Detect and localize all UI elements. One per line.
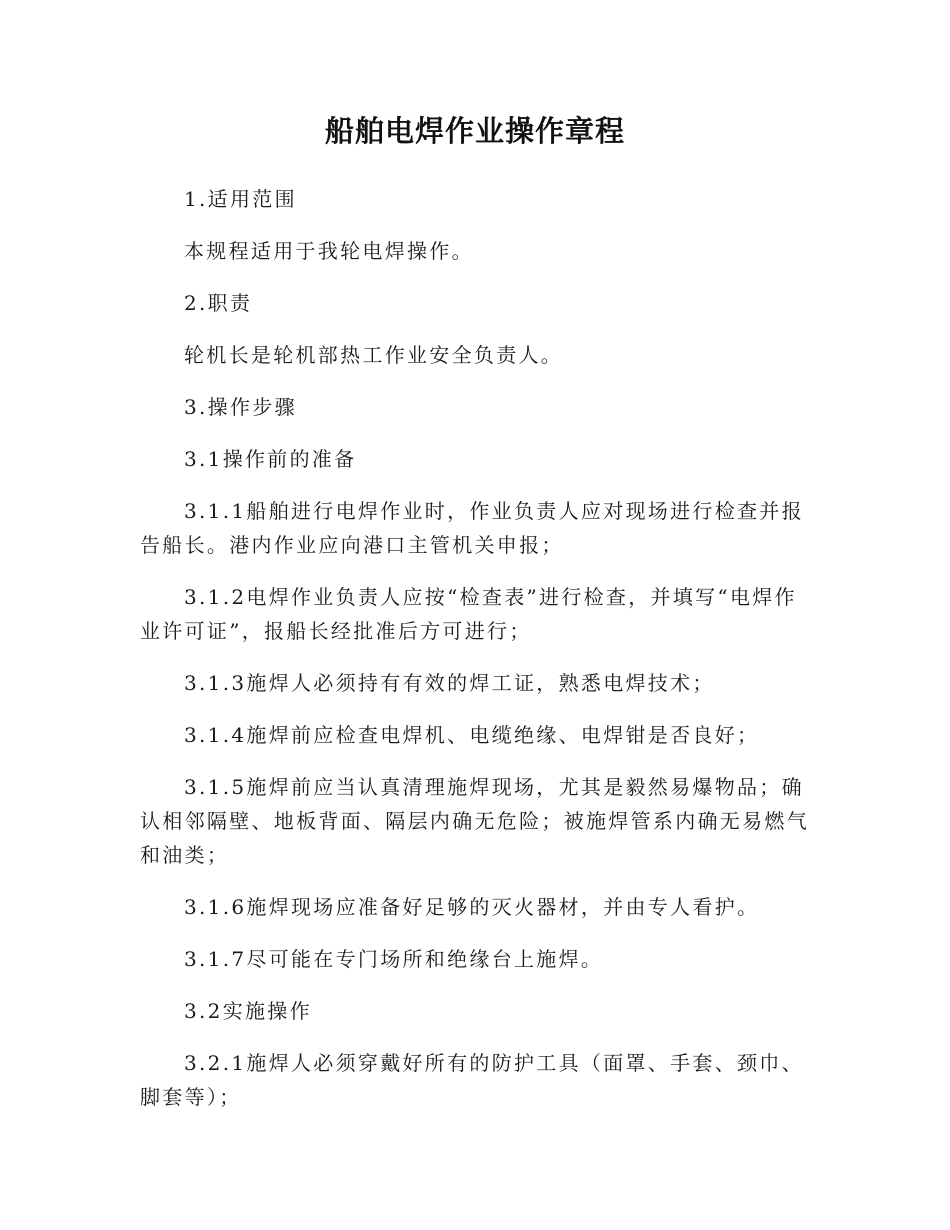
paragraph-3-1-2: 3.1.2电焊作业负责人应按“检查表”进行检查，并填写“电焊作业许可证”，报船长经批准后方可进行； [140,585,797,643]
paragraph-scope-heading: 1.适用范围 [184,187,297,211]
paragraph-operation-heading: 3.2实施操作 [184,999,312,1023]
paragraph-preparation-heading: 3.1操作前的准备 [184,447,357,471]
paragraph-3-2-1: 3.2.1施焊人必须穿戴好所有的防护工具（面罩、手套、颈巾、脚套等）； [140,1051,804,1109]
paragraph-steps-heading: 3.操作步骤 [184,395,297,419]
paragraph-duties-heading: 2.职责 [184,291,253,315]
document-body [140,108,810,1132]
paragraph-scope-text: 本规程适用于我轮电焊操作。 [184,239,474,263]
paragraph-duties-text: 轮机长是轮机部热工作业安全负责人。 [184,343,564,367]
paragraph-3-1-6: 3.1.6施焊现场应准备好足够的灭火器材，并由专人看护。 [184,895,760,919]
paragraph-3-1-1: 3.1.1船舶进行电焊作业时，作业负责人应对现场进行检查并报告船长。港内作业应向港口主管机关申报； [140,499,804,557]
paragraph-3-1-5: 3.1.5施焊前应当认真清理施焊现场，尤其是毅然易爆物品；确认相邻隔壁、地板背面、隔层内确无危险；被施焊管系内确无易燃气和油类； [140,775,809,867]
paragraph-3-1-4: 3.1.4施焊前应检查电焊机、电缆绝缘、电焊钳是否良好； [184,723,760,747]
paragraph-3-1-3: 3.1.3施焊人必须持有有效的焊工证，熟悉电焊技术； [184,671,715,695]
document-title: 船舶电焊作业操作章程 [324,114,625,148]
paragraph-3-1-7: 3.1.7尽可能在专门场所和绝缘台上施焊。 [184,947,604,971]
